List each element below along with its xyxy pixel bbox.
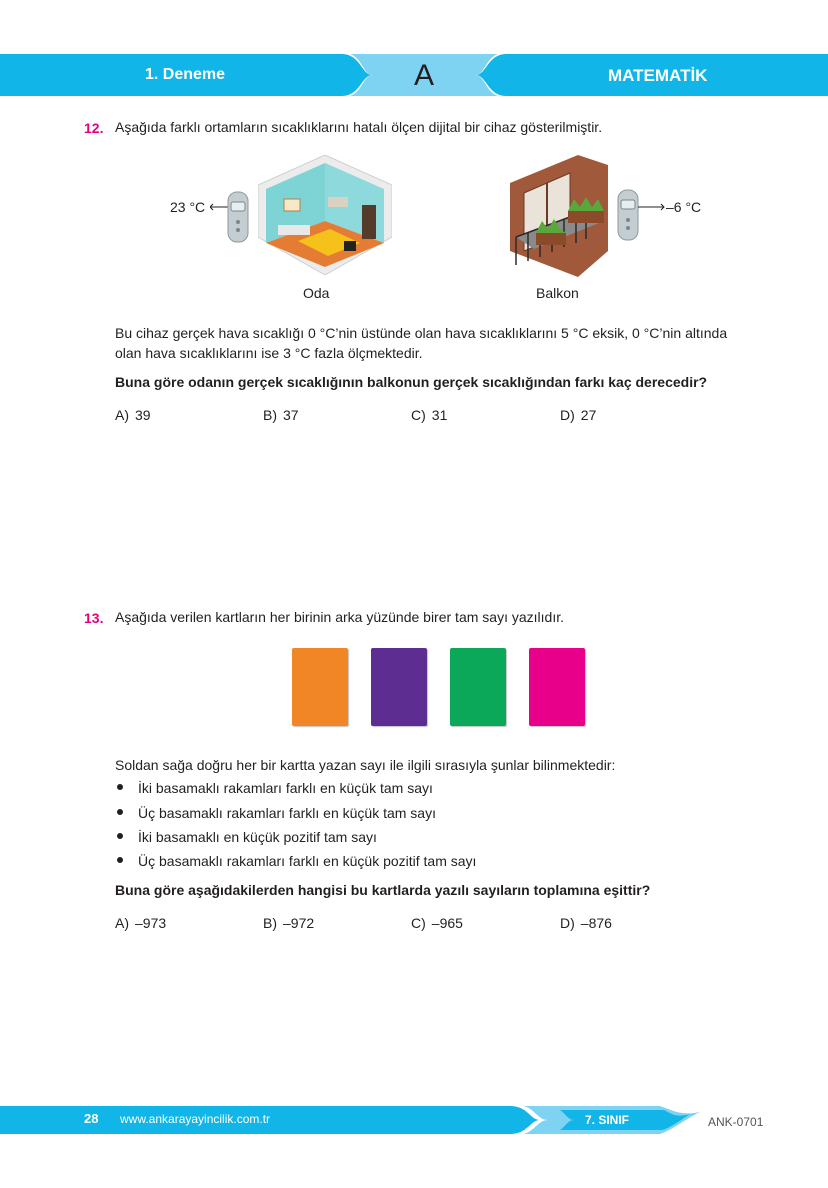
card-green: [450, 648, 506, 726]
balcony-illustration: [508, 155, 608, 277]
bullet-text: İki basamaklı en küçük pozitif tam sayı: [138, 829, 377, 845]
balcony-temperature-reading: –6 °C: [666, 199, 702, 215]
question-13-prompt: Buna göre aşağıdakilerden hangisi bu kartlarda yazılı sayıların toplamına eşittir?: [115, 882, 651, 898]
question-13-intro: Soldan sağa doğru her bir kartta yazan sayı ile ilgili sırasıyla şunlar bilinmektedir:: [115, 757, 616, 773]
option-value: –965: [431, 915, 463, 931]
bullet-text: Üç basamaklı rakamları farklı en küçük pozitif tam sayı: [138, 853, 477, 869]
question-12-prompt: Buna göre odanın gerçek sıcaklığının balkonun gerçek sıcaklığından farkı kaç derecedir?: [115, 374, 708, 390]
page-number: 28: [84, 1111, 99, 1126]
room-label: Oda: [303, 285, 330, 301]
option-letter: C): [411, 407, 426, 423]
bullet-item: [117, 805, 436, 821]
card-pink: [529, 648, 585, 726]
option-letter: B): [263, 915, 277, 931]
question-12-option-d[interactable]: [560, 407, 596, 423]
option-value: 39: [135, 407, 151, 423]
grade-label: 7. SINIF: [585, 1113, 630, 1127]
bullet-icon: [117, 809, 123, 815]
question-12-option-a[interactable]: [115, 407, 151, 423]
exam-title: 1. Deneme: [145, 66, 226, 83]
question-13-option-d[interactable]: [560, 915, 612, 931]
question-12-option-c[interactable]: [411, 407, 447, 423]
option-value: –973: [135, 915, 167, 931]
option-letter: A): [115, 915, 129, 931]
question-13-number: 13.: [84, 610, 104, 626]
room-temperature-reading: 23 °C: [170, 199, 206, 215]
option-letter: A): [115, 407, 129, 423]
option-value: –972: [283, 915, 315, 931]
bullet-text: Üç basamaklı rakamları farklı en küçük tam sayı: [138, 805, 436, 821]
question-13-option-a[interactable]: [115, 915, 166, 931]
card-purple: [371, 648, 427, 726]
question-13-option-c[interactable]: [411, 915, 463, 931]
question-12-number: 12.: [84, 120, 104, 136]
option-letter: D): [560, 915, 575, 931]
bullet-item: [117, 853, 476, 869]
bullet-item: [117, 829, 377, 845]
question-13-option-b[interactable]: [263, 915, 314, 931]
option-value: 37: [283, 407, 299, 423]
booklet-code: ANK-0701: [708, 1115, 764, 1129]
option-value: 31: [431, 407, 448, 423]
bullet-icon: [117, 784, 123, 790]
question-13-stem: Aşağıda verilen kartların her birinin arka yüzünde birer tam sayı yazılıdır.: [115, 609, 564, 625]
option-value: 27: [580, 407, 597, 423]
bullet-text: İki basamaklı rakamları farklı en küçük tam sayı: [138, 780, 433, 796]
publisher-url[interactable]: www.ankarayayincilik.com.tr: [120, 1112, 271, 1126]
option-letter: C): [411, 915, 426, 931]
bullet-icon: [117, 857, 123, 863]
subject-title: MATEMATİK: [608, 66, 708, 85]
question-12-info-line-2: olan hava sıcaklıklarını ise 3 °C fazla ölçmektedir.: [115, 345, 423, 361]
card-orange: [292, 648, 348, 726]
option-value: –876: [580, 915, 612, 931]
question-12-info-line-1: Bu cihaz gerçek hava sıcaklığı 0 °C’nin üstünde olan hava sıcaklıklarını 5 °C eksik, 0 °C’nin altında: [115, 325, 728, 341]
option-letter: B): [263, 407, 277, 423]
option-letter: D): [560, 407, 575, 423]
question-12-option-b[interactable]: [263, 407, 299, 423]
booklet-letter: A: [413, 59, 434, 92]
thermometer-device-icon: [616, 188, 666, 242]
room-illustration: [258, 155, 392, 275]
bullet-item: [117, 780, 433, 796]
question-12-stem: Aşağıda farklı ortamların sıcaklıklarını hatalı ölçen dijital bir cihaz gösterilmiştir.: [115, 119, 603, 135]
balcony-label: Balkon: [536, 285, 579, 301]
bullet-icon: [117, 833, 123, 839]
thermometer-device-icon: [210, 190, 252, 244]
